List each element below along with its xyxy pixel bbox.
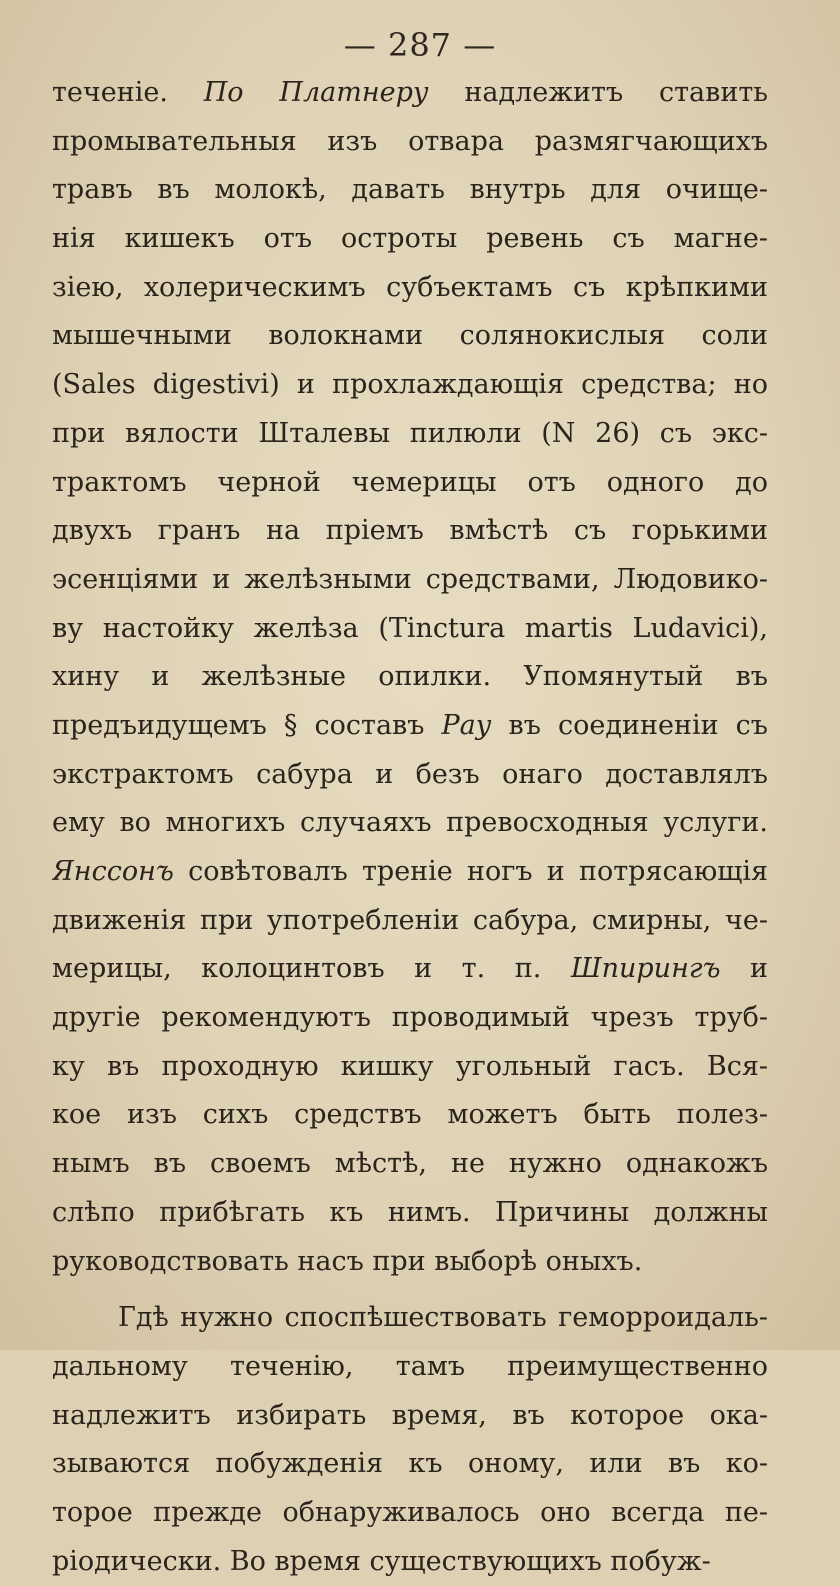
text-line	[52, 702, 768, 751]
paragraph-gap	[52, 1286, 768, 1294]
italic-name: По Платнеру	[203, 77, 429, 108]
text-segment: промывательныя изъ отвара размягчающихъ	[52, 125, 768, 157]
text-line	[52, 848, 768, 897]
text-segment: другіе рекомендуютъ проводимый чрезъ труб-	[52, 1002, 768, 1034]
text-segment: торое прежде обнаруживалось оно всегда пе-	[52, 1496, 768, 1528]
text-line	[52, 605, 768, 654]
text-line	[52, 1538, 768, 1586]
text-line	[52, 264, 768, 313]
text-segment: мышечными волокнами солянокислыя соли	[52, 320, 768, 352]
italic-name: Рау	[441, 709, 492, 741]
text-line	[52, 1043, 768, 1092]
text-segment: Гдѣ нужно споспѣшествовать геморроидаль-	[118, 1302, 768, 1334]
text-segment: кое изъ сихъ средствъ можетъ быть полез-	[52, 1099, 768, 1131]
page-number: — 287 —	[343, 26, 497, 64]
text-segment: совѣтовалъ треніе ногъ и потрясающія	[173, 856, 768, 887]
text-segment: экстрактомъ сабура и безъ онаго доставлялъ	[52, 758, 768, 790]
text-segment: ву настойку желѣза (Tinctura martis Ludavici),	[52, 612, 768, 644]
text-line	[52, 1189, 768, 1238]
text-line	[52, 361, 768, 410]
text-segment: зываются побужденія къ оному, или въ ко-	[52, 1448, 768, 1480]
text-segment: ему во многихъ случаяхъ превосходныя услуги.	[52, 807, 768, 839]
text-line	[52, 799, 768, 848]
text-segment: трактомъ черной чемерицы отъ одного до	[52, 466, 768, 498]
text-line	[52, 410, 768, 459]
text-line	[52, 897, 768, 946]
text-segment: предъидущемъ § составъ	[52, 709, 442, 741]
text-line	[52, 945, 768, 994]
text-segment: при вялости Шталевы пилюли (N 26) съ экс-	[52, 417, 768, 449]
text-line	[52, 1489, 768, 1538]
text-segment: дальному теченію, тамъ преимущественно	[52, 1350, 768, 1382]
text-segment: нія кишекъ отъ остроты ревень съ магне-	[52, 223, 768, 255]
text-segment: надлежитъ избирать время, въ которое ока-	[52, 1399, 768, 1431]
text-line	[52, 1238, 768, 1287]
italic-name: Янссонъ	[52, 856, 174, 887]
text-line	[52, 1343, 768, 1392]
text-segment: и	[720, 953, 768, 985]
text-line	[52, 1440, 768, 1489]
text-line	[52, 1140, 768, 1189]
text-line	[52, 1294, 768, 1343]
text-segment: двухъ гранъ на пріемъ вмѣстѣ съ горькими	[52, 515, 768, 547]
text-line	[52, 507, 768, 556]
text-line	[52, 312, 768, 361]
italic-name: Шпирингъ	[570, 953, 721, 985]
text-segment: движенія при употребленіи сабура, смирны, че-	[52, 904, 768, 936]
text-segment: ку въ проходную кишку угольный гасъ. Вся-	[52, 1050, 768, 1082]
text-segment: ріодически. Во время существующихъ побуж-	[52, 1545, 711, 1577]
text-segment: травъ въ молокѣ, давать внутрь для очище-	[52, 174, 768, 206]
text-line	[52, 1392, 768, 1441]
text-line	[52, 1091, 768, 1140]
text-segment: хину и желѣзные опилки. Упомянутый въ	[52, 661, 768, 693]
text-segment: слѣпо прибѣгать къ нимъ. Причины должны	[52, 1196, 768, 1228]
text-line	[52, 653, 768, 702]
text-line	[52, 556, 768, 605]
text-segment: (Sales digestivi) и прохлаждающія средства; но	[52, 369, 768, 401]
text-segment: зіею, холерическимъ субъектамъ съ крѣпкими	[52, 271, 768, 303]
text-line	[52, 459, 768, 508]
text-line	[52, 215, 768, 264]
text-segment: эсенціями и желѣзными средствами, Людовико-	[52, 563, 768, 595]
text-segment: теченіе.	[52, 77, 204, 108]
text-line	[52, 994, 768, 1043]
text-line	[52, 118, 768, 167]
text-segment: надлежитъ ставить	[428, 77, 768, 108]
body-text	[52, 69, 768, 1586]
text-line	[52, 751, 768, 800]
text-segment: въ соединеніи съ	[491, 709, 768, 741]
text-segment: нымъ въ своемъ мѣстѣ, не нужно однакожъ	[52, 1148, 768, 1180]
text-segment: руководствовать насъ при выборѣ оныхъ.	[52, 1245, 643, 1277]
text-line	[52, 166, 768, 215]
text-segment: мерицы, колоцинтовъ и т. п.	[52, 953, 571, 985]
text-line	[52, 69, 768, 118]
